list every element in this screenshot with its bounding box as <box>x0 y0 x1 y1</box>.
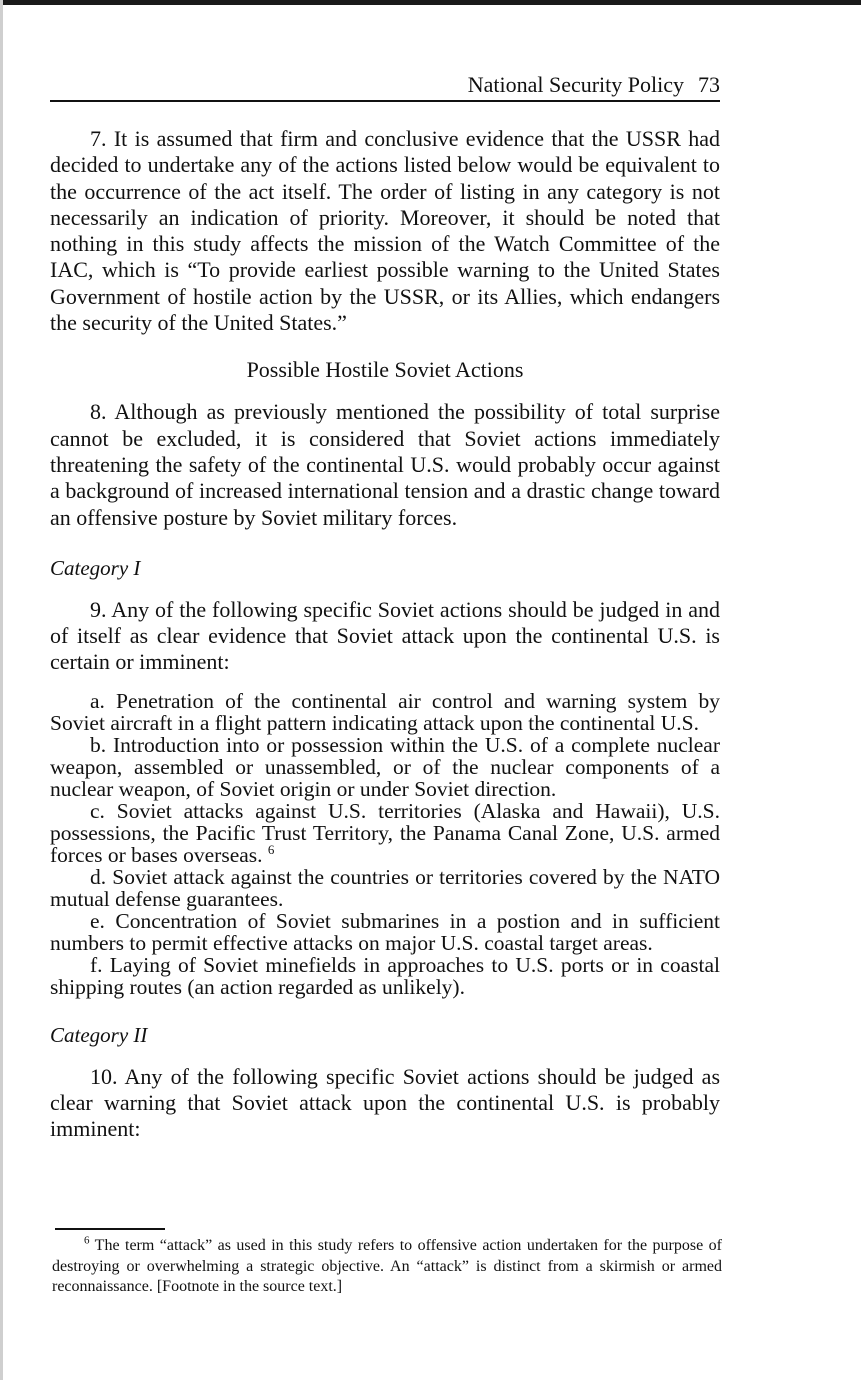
footnote-marker: 6 <box>84 1234 90 1247</box>
page-left-edge <box>0 0 3 1380</box>
page-number: 73 <box>698 72 720 97</box>
paragraph-9: 9. Any of the following specific Soviet actions should be judged in and of itself as clear evidence that Soviet attack upon the continental U.S. is certain or imminent: <box>50 596 720 675</box>
paragraph-7: 7. It is assumed that firm and conclusive evidence that the USSR had decided to undertake any of the actions listed below would be equivalent to the occurrence of the act itself. The order of listing in any category is not necessarily an indication of priority. Moreover, it should be noted that nothing in this study affects the mission of the Watch Committee of the IAC, which is “To provide earliest possible warning to the United States Government of hostile action by the USSR, or its Allies, which endangers the security of the United States.” <box>50 126 720 336</box>
list-item-c <box>50 800 720 866</box>
footnote-separator <box>55 1228 165 1230</box>
category-2-heading: Category II <box>50 1022 148 1047</box>
category-1-list <box>50 690 720 998</box>
top-edge-rule <box>0 0 861 5</box>
category-1-heading: Category I <box>50 555 141 580</box>
footnote <box>52 1236 722 1298</box>
footnote-text: The term “attack” as used in this study refers to offensive action undertaken for the purpose of destroying or overwhelming a strategic objective. An “attack” is distinct from a skirmish or armed reconnaissance. [Footnote in the source text.] <box>52 1237 722 1295</box>
document-page <box>50 68 720 1143</box>
list-item-d: d. Soviet attack against the countries or territories covered by the NATO mutual defense guarantees. <box>50 864 720 911</box>
header-title: National Security Policy <box>467 72 684 97</box>
paragraph-8: 8. Although as previously mentioned the possibility of total surprise cannot be excluded, it is considered that Soviet actions immediately threatening the safety of the continental U.S. would probably occur against a background of increased international tension and a drastic change toward an offensive posture by Soviet military forces. <box>50 399 720 530</box>
list-item-b: b. Introduction into or possession within the U.S. of a complete nuclear weapon, assembled or unassembled, or of the nuclear components of a nuclear weapon, of Soviet origin or under Soviet direction. <box>50 732 720 801</box>
footnote-reference: 6 <box>267 841 275 857</box>
list-item-e: e. Concentration of Soviet submarines in a postion and in sufficient numbers to permit effective attacks on major U.S. coastal target areas. <box>50 908 720 955</box>
section-heading: Possible Hostile Soviet Actions <box>246 357 524 383</box>
list-item-f: f. Laying of Soviet minefields in approaches to U.S. ports or in coastal shipping routes (an action regarded as unlikely). <box>50 952 720 999</box>
list-item-a: a. Penetration of the continental air control and warning system by Soviet aircraft in a flight pattern indicating attack upon the continental U.S. <box>50 688 720 735</box>
list-item-c-text: c. Soviet attacks against U.S. territories (Alaska and Hawaii), U.S. possessions, the Pacific Trust Territory, the Panama Canal Zone, U.S. armed forces or bases overseas. <box>50 798 720 867</box>
paragraph-10: 10. Any of the following specific Soviet actions should be judged as clear warning that Soviet attack upon the continental U.S. is probably imminent: <box>50 1063 720 1142</box>
running-header <box>50 68 720 102</box>
